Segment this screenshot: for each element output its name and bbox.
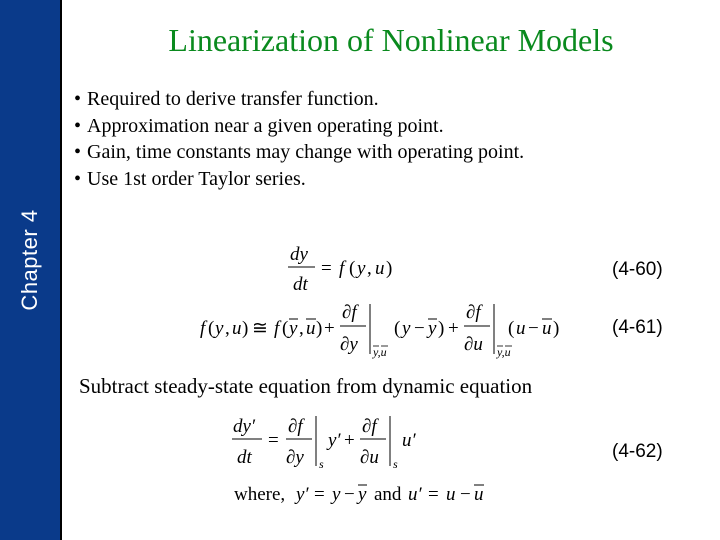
svg-text:y,u: y,u: [373, 345, 387, 359]
svg-text:dt: dt: [237, 447, 252, 468]
svg-text:u′: u′: [402, 430, 416, 451]
svg-text:dy: dy: [290, 244, 308, 265]
svg-text:∂y: ∂y: [340, 334, 358, 355]
svg-text:): ): [242, 318, 249, 339]
svg-text:): ): [386, 258, 393, 279]
deviation-variables-definition: [232, 474, 532, 510]
equation-4-62: [230, 410, 430, 472]
svg-text:(: (: [349, 258, 356, 279]
svg-text:u: u: [306, 318, 316, 339]
svg-text:s: s: [319, 457, 324, 471]
svg-text:−: −: [344, 484, 355, 505]
chapter-label: Chapter 4: [17, 209, 42, 311]
svg-text:,: ,: [225, 318, 230, 339]
svg-text:−: −: [528, 318, 539, 339]
svg-text:dt: dt: [293, 274, 308, 295]
svg-text:f: f: [274, 318, 280, 339]
svg-text:≅: ≅: [252, 318, 268, 339]
bullet-item: • Gain, time constants may change with operating point.: [74, 139, 524, 166]
svg-text:where,: where,: [234, 484, 286, 505]
equation-number: (4-61): [612, 317, 663, 338]
svg-text:y: y: [332, 484, 341, 505]
equation-4-60: [285, 240, 415, 300]
equation-number: (4-60): [612, 259, 663, 280]
svg-text:s: s: [393, 457, 398, 471]
svg-text:u: u: [542, 318, 552, 339]
svg-text:y′: y′: [296, 484, 309, 505]
svg-text:−: −: [414, 318, 425, 339]
bullet-list: [74, 86, 524, 192]
bullet-item: • Use 1st order Taylor series.: [74, 166, 524, 193]
sidebar-divider: [60, 0, 62, 540]
svg-text:f: f: [200, 318, 206, 339]
svg-text:): ): [553, 318, 560, 339]
svg-text:(: (: [508, 318, 515, 339]
svg-text:u: u: [375, 258, 385, 279]
svg-text:+: +: [344, 430, 355, 451]
svg-text:y: y: [357, 258, 366, 279]
svg-text:∂u: ∂u: [360, 447, 379, 468]
svg-text:y′: y′: [328, 430, 341, 451]
svg-text:−: −: [460, 484, 471, 505]
svg-text:∂y: ∂y: [286, 447, 304, 468]
svg-text:y: y: [289, 318, 298, 339]
svg-text:and: and: [374, 484, 402, 505]
svg-text:u: u: [232, 318, 242, 339]
svg-text:(: (: [282, 318, 289, 339]
svg-text:f: f: [339, 258, 345, 279]
svg-text:∂f: ∂f: [466, 302, 481, 323]
svg-text:∂f: ∂f: [288, 416, 303, 437]
svg-text:y: y: [402, 318, 411, 339]
svg-text:(: (: [208, 318, 215, 339]
svg-text:y: y: [358, 484, 367, 505]
svg-text:,: ,: [367, 258, 372, 279]
svg-text:=: =: [321, 258, 332, 279]
equation-number: (4-62): [612, 441, 663, 462]
svg-text:): ): [316, 318, 323, 339]
svg-text:∂f: ∂f: [362, 416, 377, 437]
bullet-item: • Approximation near a given operating point.: [74, 113, 524, 140]
svg-text:u: u: [516, 318, 526, 339]
svg-text:y,u: y,u: [497, 345, 511, 359]
svg-text:u: u: [474, 484, 484, 505]
svg-text:+: +: [324, 318, 335, 339]
svg-text:(: (: [394, 318, 401, 339]
equation-4-61: [198, 298, 568, 364]
svg-text:+: +: [448, 318, 459, 339]
svg-text:=: =: [268, 430, 279, 451]
svg-text:y: y: [428, 318, 437, 339]
slide-title: Linearization of Nonlinear Models: [168, 22, 614, 58]
svg-text:): ): [438, 318, 445, 339]
svg-text:u: u: [446, 484, 456, 505]
subtract-instruction: Subtract steady-state equation from dynamic equation: [79, 374, 533, 398]
bullet-item: • Required to derive transfer function.: [74, 86, 524, 113]
svg-text:=: =: [428, 484, 439, 505]
svg-text:dy′: dy′: [233, 416, 256, 437]
svg-text:∂f: ∂f: [342, 302, 357, 323]
svg-text:,: ,: [299, 318, 304, 339]
svg-text:y: y: [215, 318, 224, 339]
svg-text:=: =: [314, 484, 325, 505]
svg-text:u′: u′: [408, 484, 422, 505]
svg-text:∂u: ∂u: [464, 334, 483, 355]
